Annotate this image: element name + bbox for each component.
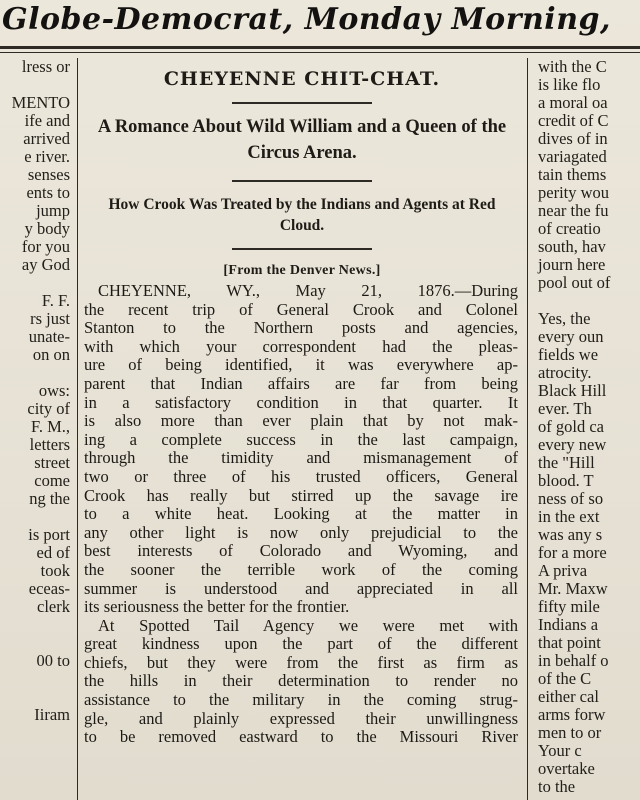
right-column-line: Black Hill (538, 381, 607, 400)
headline-rule (232, 102, 372, 104)
right-column-line: blood. T (538, 471, 594, 490)
article-line: the sooner the terrible work of the coming (84, 559, 518, 579)
article-line: chiefs, but they were from the first as firm as (84, 652, 518, 672)
left-column-line: come (34, 471, 70, 490)
right-column-line: Mr. Maxw (538, 579, 608, 598)
right-column-line: men to or (538, 723, 602, 742)
left-column-line: ows: (38, 381, 70, 400)
left-column-line: ife and (24, 111, 70, 130)
article-line: ure of being identified, it was everywhere ap- (84, 355, 518, 375)
right-column-line: is like flo (538, 75, 601, 94)
left-column-line: lress or (21, 58, 70, 76)
left-column-line: senses (27, 165, 70, 184)
article-subhead: A Romance About Wild William and a Queen of the Circus Arena. (97, 117, 507, 163)
right-column-line: of the C (538, 669, 592, 688)
column-rule-right (527, 58, 528, 800)
right-column-line: a moral oa (538, 93, 608, 112)
right-column-line: Yes, the (538, 309, 591, 328)
right-column-line: atrocity. (538, 363, 592, 382)
article-line: best interests of Colorado and Wyoming, and (84, 541, 518, 561)
right-column-line: every new (538, 435, 607, 454)
right-column-line: pool out of (538, 273, 611, 292)
right-column-line: fifty mile (538, 597, 600, 616)
right-column-line: perity wou (538, 183, 610, 202)
left-column-line: for you (21, 237, 70, 256)
left-column-line (0, 616, 72, 634)
article-body (82, 282, 522, 747)
left-column-line: ng the (29, 489, 70, 508)
left-column-line: ents to (26, 183, 70, 202)
right-column-line: for a more (538, 543, 607, 562)
article-line: summer is understood and appreciated in all (84, 578, 518, 598)
article-line: assistance to the military in the coming strug- (84, 690, 518, 710)
right-column-line: with the C (538, 58, 607, 76)
right-column-line: of gold ca (538, 417, 604, 436)
right-column-line: ever. Th (538, 399, 592, 418)
left-column-line: on on (32, 345, 70, 364)
left-column-line: is port (28, 525, 70, 544)
article-line: the hills in their determination to render no (84, 671, 518, 691)
article-headline: CHEYENNE CHIT-CHAT. (163, 68, 441, 90)
masthead-rule (0, 46, 640, 49)
article-line: its seriousness the better for the frontier. (84, 597, 350, 617)
left-column-line: eceas- (28, 579, 70, 598)
article-line: CHEYENNE, WY., May 21, 1876.—During (98, 281, 518, 300)
right-column-line: fields we (538, 345, 599, 364)
article-line: parent that Indian affairs are far from being (84, 373, 518, 393)
left-column-line (0, 274, 72, 292)
article-line: any other light is now only prejudicial to the (84, 522, 518, 542)
subhead-rule (232, 180, 372, 182)
right-column-line: credit of C (538, 111, 609, 130)
right-column-line: tain thems (538, 165, 607, 184)
left-column-line: 00 to (36, 651, 70, 670)
article-line: Crook has really but stirred up the savage ire (84, 485, 518, 505)
left-column-line: Iiram (34, 705, 70, 724)
article-line: is also more than ever plain that by not mak- (84, 411, 518, 431)
right-column-line: arms forw (538, 705, 606, 724)
left-column-line (0, 688, 72, 706)
right-column-line (532, 292, 640, 310)
right-column-line: to the (538, 777, 576, 796)
left-column-line: jump (36, 201, 70, 220)
article-line: gle, and plainly expressed their unwillingness (84, 708, 518, 728)
left-column-line (0, 508, 72, 526)
article-line: to be removed eastward to the Missouri River (84, 727, 518, 747)
right-column-line: overtake (538, 759, 595, 778)
article-source: [From the Denver News.] (223, 263, 381, 278)
left-column-line (0, 634, 72, 652)
article-line: the recent trip of General Crook and Colonel (84, 299, 518, 319)
right-column-line: in behalf o (538, 651, 609, 670)
left-column-line: MENTO (11, 93, 70, 112)
left-column-line: arrived (23, 129, 70, 148)
left-column-line: letters (29, 435, 70, 454)
left-column-line (0, 670, 72, 688)
article-line: in a satisfactory condition in that quarter. It (84, 392, 518, 412)
article (82, 58, 522, 800)
right-column-line: variagated (538, 147, 607, 166)
right-column-line: dives of in (538, 129, 608, 148)
article-line: Stanton to the Northern posts and agencies, (84, 318, 518, 338)
right-column-line: Indians a (538, 615, 599, 634)
article-line: ing a complete success in the last campaign, (84, 429, 518, 449)
left-column-line: ay God (21, 255, 70, 274)
left-column (0, 58, 72, 800)
right-column-line: A priva (538, 561, 588, 580)
right-column-line: the "Hill (538, 453, 595, 472)
article-line: with which your correspondent had the pleas- (84, 336, 518, 356)
left-column-line (0, 76, 72, 94)
left-column-line: took (40, 561, 70, 580)
left-column-line: unate- (28, 327, 70, 346)
left-column-line: city of (27, 399, 70, 418)
article-line: through the timidity and mismanagement of (84, 448, 518, 468)
subhead2-rule (232, 248, 372, 250)
right-column-line: every oun (538, 327, 604, 346)
left-column-line: e river. (24, 147, 70, 166)
left-column-line: ed of (36, 543, 70, 562)
article-line: At Spotted Tail Agency we were met with (98, 615, 518, 635)
right-column-line: journ here (538, 255, 606, 274)
masthead-title: Globe-Democrat, Monday Morning, (2, 2, 611, 37)
left-column-line: F. M., (30, 417, 70, 436)
right-column-line: of creatio (538, 219, 601, 238)
right-column-line: either cal (538, 687, 599, 706)
column-rule-left (77, 58, 78, 800)
article-line: two or three of his trusted officers, General (84, 466, 518, 486)
left-column-line: rs just (30, 309, 70, 328)
article-subhead-secondary: How Crook Was Treated by the Indians and Agents at Red Cloud. (108, 196, 496, 234)
right-column-line: that point (538, 633, 601, 652)
article-line: great kindness upon the part of the different (84, 634, 518, 654)
right-column-line: Your c (538, 741, 582, 760)
left-column-line (0, 364, 72, 382)
masthead-rule-thin (0, 52, 640, 53)
left-column-line: street (34, 453, 70, 472)
right-column-line: ness of so (538, 489, 604, 508)
article-line: to a white heat. Looking at the matter in (84, 504, 518, 524)
left-column-line: clerk (37, 597, 70, 616)
right-column-line: south, hav (538, 237, 606, 256)
left-column-line: y body (24, 219, 70, 238)
right-column-line: was any s (538, 525, 603, 544)
right-column (532, 58, 640, 800)
right-column-line: in the ext (538, 507, 600, 526)
left-column-line: F. F. (41, 291, 70, 310)
right-column-line: near the fu (538, 201, 609, 220)
